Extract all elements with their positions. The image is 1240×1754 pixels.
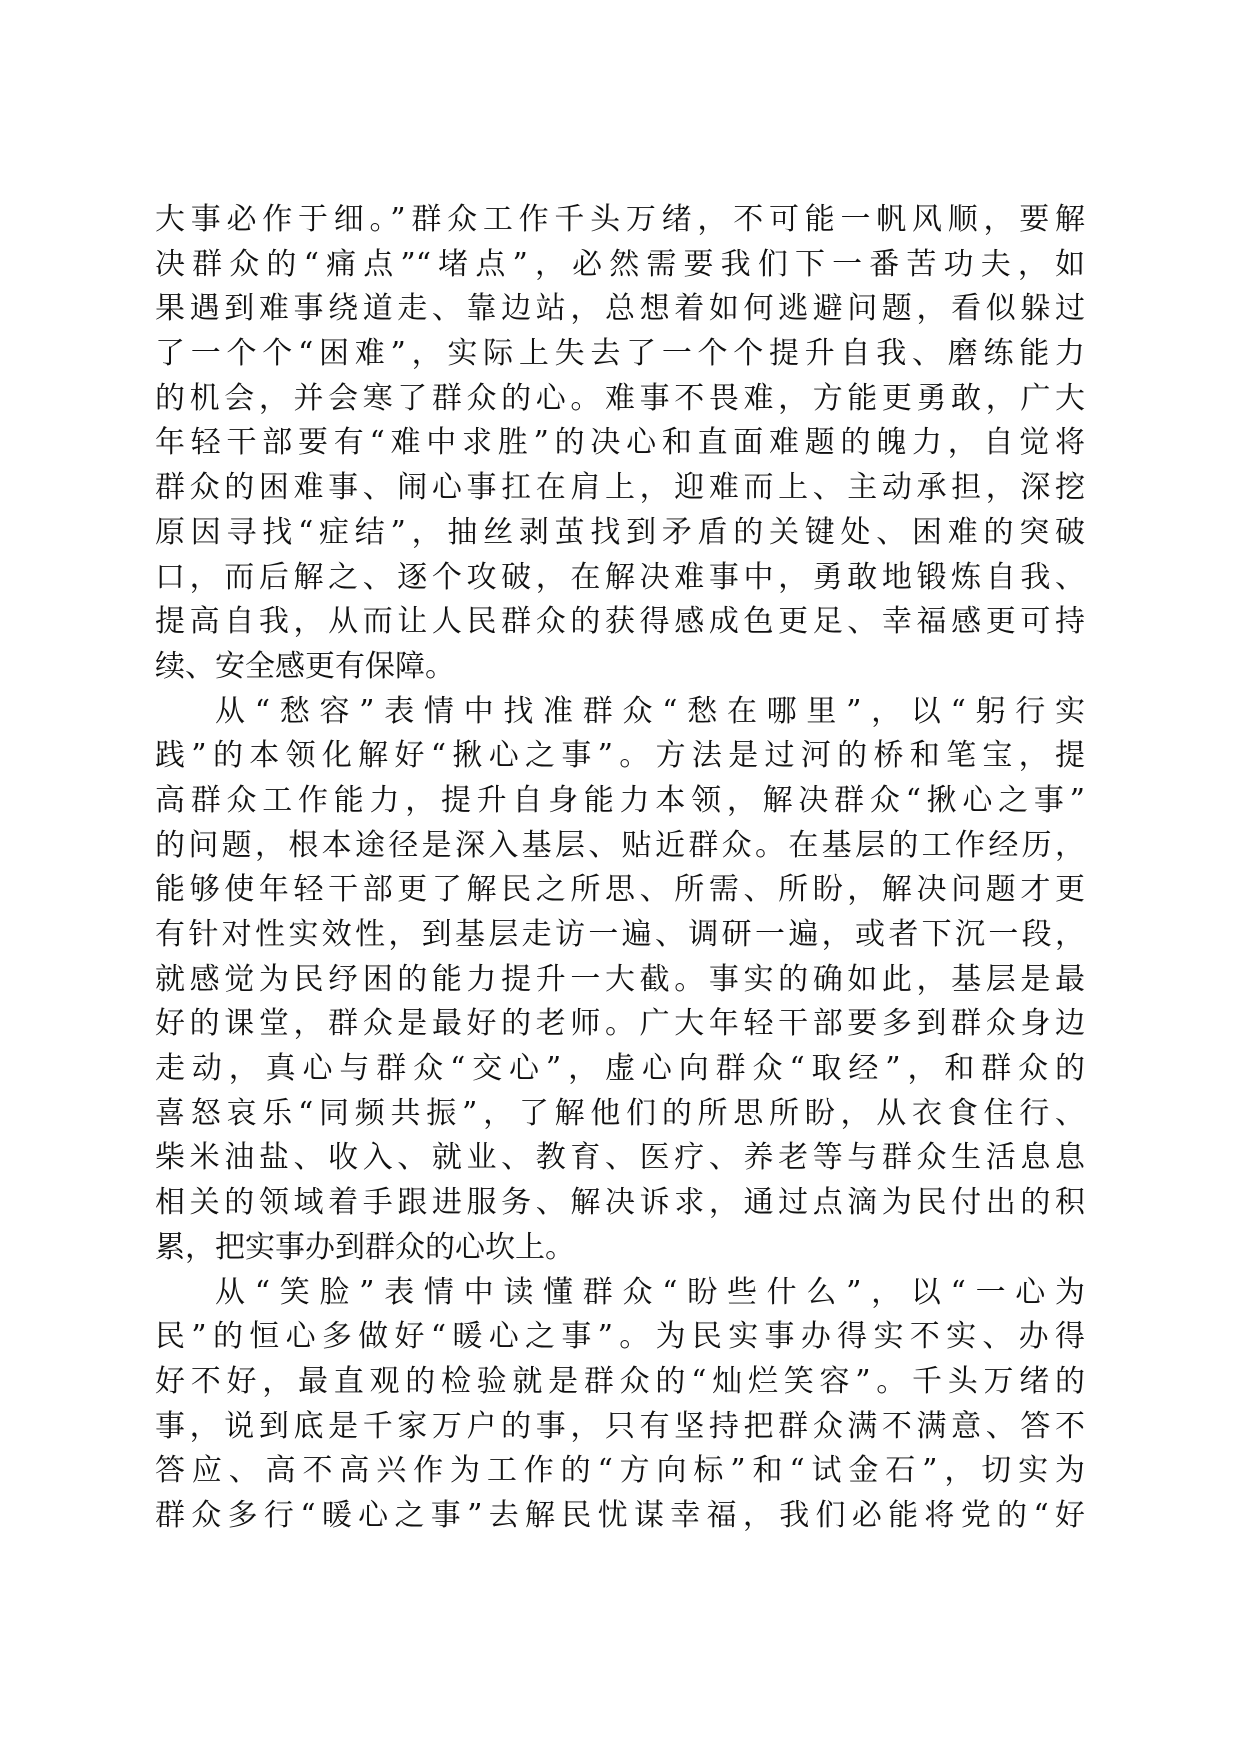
text-line: 累，把实事办到群众的心坎上。 [155, 1229, 575, 1265]
text-line: 的问题，根本途径是深入基层、贴近群众。在基层的工作经历， [155, 827, 1085, 863]
document-body [155, 198, 1085, 1539]
text-line: 答应、高不高兴作为工作的“方向标”和“试金石”，切实为 [155, 1453, 1085, 1489]
text-line: 有针对性实效性，到基层走访一遍、调研一遍，或者下沉一段， [155, 917, 1085, 952]
text-line: 相关的领域着手跟进服务、解决诉求，通过点滴为民付出的积 [155, 1185, 1085, 1221]
text-line: 能够使年轻干部更了解民之所思、所需、所盼，解决问题才更 [155, 872, 1085, 908]
paragraph-first-line: 从“愁容”表情中找准群众“愁在哪里”，以“躬行实 [215, 693, 1085, 729]
text-line: 续、安全感更有保障。 [155, 648, 455, 684]
text-line: 决群众的“痛点”“堵点”，必然需要我们下一番苦功夫，如 [155, 246, 1085, 282]
text-line: 大事必作于细。”群众工作千头万绪，不可能一帆风顺，要解 [155, 202, 1085, 237]
text-line: 群众多行“暖心之事”去解民忧谋幸福，我们必能将党的“好 [155, 1497, 1085, 1533]
text-line: 事，说到底是千家万户的事，只有坚持把群众满不满意、答不 [155, 1408, 1085, 1444]
text-line: 群众的困难事、闹心事扛在肩上，迎难而上、主动承担，深挖 [155, 470, 1085, 506]
text-line: 高群众工作能力，提升自身能力本领，解决群众“揪心之事” [155, 782, 1085, 818]
text-line: 果遇到难事绕道走、靠边站，总想着如何逃避问题，看似躲过 [155, 291, 1085, 327]
text-line: 提高自我，从而让人民群众的获得感成色更足、幸福感更可持 [155, 604, 1085, 640]
text-line: 年轻干部要有“难中求胜”的决心和直面难题的魄力，自觉将 [155, 425, 1085, 461]
text-line: 喜怒哀乐“同频共振”，了解他们的所思所盼，从衣食住行、 [155, 1095, 1085, 1131]
text-line: 走动，真心与群众“交心”，虚心向群众“取经”，和群众的 [155, 1051, 1085, 1087]
text-line: 民”的恒心多做好“暖心之事”。为民实事办得实不实、办得 [155, 1319, 1085, 1355]
paragraph-first-line: 从“笑脸”表情中读懂群众“盼些什么”，以“一心为 [215, 1274, 1085, 1310]
text-line: 原因寻找“症结”，抽丝剥茧找到矛盾的关键处、困难的突破 [155, 514, 1085, 550]
text-line: 就感觉为民纾困的能力提升一大截。事实的确如此，基层是最 [155, 961, 1085, 997]
text-line: 好的课堂，群众是最好的老师。广大年轻干部要多到群众身边 [155, 1006, 1085, 1042]
text-line: 的机会，并会寒了群众的心。难事不畏难，方能更勇敢，广大 [155, 380, 1085, 416]
text-line: 柴米油盐、收入、就业、教育、医疗、养老等与群众生活息息 [155, 1140, 1085, 1176]
text-line: 口，而后解之、逐个攻破，在解决难事中，勇敢地锻炼自我、 [155, 559, 1085, 595]
text-line: 践”的本领化解好“揪心之事”。方法是过河的桥和笔宝，提 [155, 738, 1085, 774]
text-line: 好不好，最直观的检验就是群众的“灿烂笑容”。千头万绪的 [155, 1363, 1085, 1399]
text-line: 了一个个“困难”，实际上失去了一个个提升自我、磨练能力 [155, 336, 1085, 372]
